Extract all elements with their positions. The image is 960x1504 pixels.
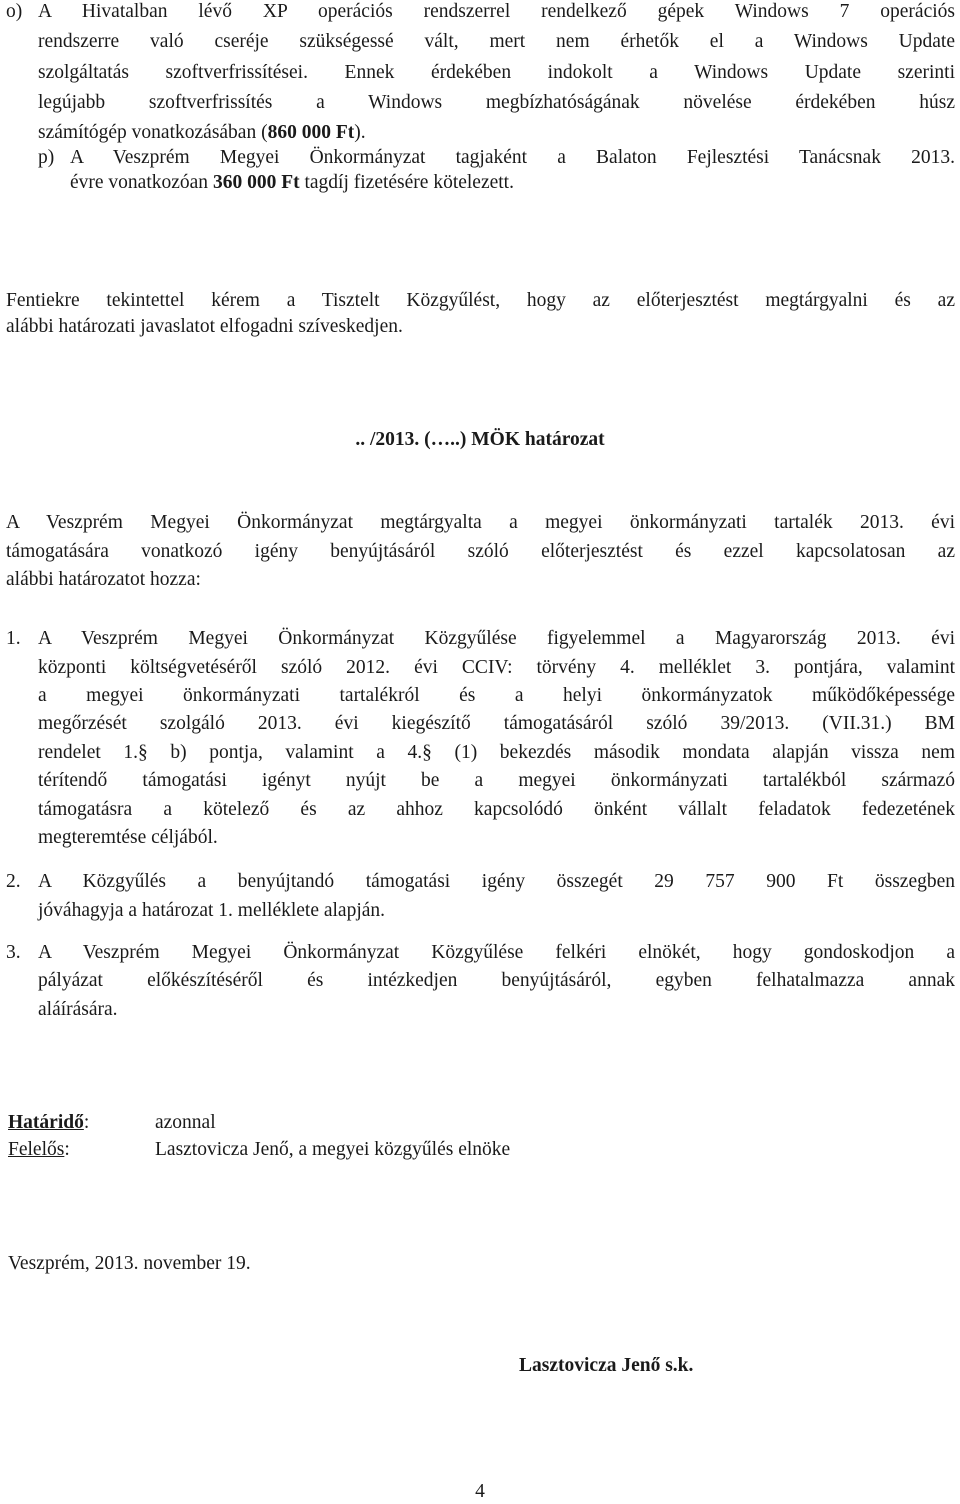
resolution-intro-line: alábbi határozatot hozza: xyxy=(6,569,201,590)
point-line: A Közgyűlés a benyújtandó támogatási igény összegét 29 757 900 Ft összegben xyxy=(38,871,955,892)
point-line: A Veszprém Megyei Önkormányzat Közgyűlése felkéri elnökét, hogy gondoskodjon a xyxy=(38,942,955,963)
deadline-label: Határidő: xyxy=(8,1112,90,1133)
point-number: 3. xyxy=(6,942,21,963)
point-line: térítendő támogatási igényt nyújt be a megyei önkormányzati tartalékból származó xyxy=(38,770,955,791)
item-o-line: szolgáltatás szoftverfrissítései. Ennek érdekében indokolt a Windows Update szerinti xyxy=(38,62,955,83)
point-line: jóváhagyja a határozat 1. melléklete alapján. xyxy=(38,900,386,921)
item-o-line: legújabb szoftverfrissítés a Windows megbízhatóságának növelése érdekében húsz xyxy=(38,92,955,113)
amount-bold: 860 000 Ft xyxy=(267,122,355,143)
item-p-line: A Veszprém Megyei Önkormányzat tagjaként a Balaton Fejlesztési Tanácsnak 2013. xyxy=(70,147,955,168)
point-number: 2. xyxy=(6,871,21,892)
deadline-value: azonnal xyxy=(155,1112,216,1133)
page-number: 4 xyxy=(475,1481,485,1502)
point-line: pályázat előkészítéséről és intézkedjen benyújtásáról, egyben felhatalmazza annak xyxy=(38,970,955,991)
item-o-line: számítógép vonatkozásában (860 000 Ft). xyxy=(38,122,366,143)
item-o-line: rendszerre való cseréje szükségessé vált, mert nem érhetők el a Windows Update xyxy=(38,31,955,52)
item-label: o) xyxy=(6,1,23,22)
item-label: p) xyxy=(38,147,55,168)
resolution-intro-line: A Veszprém Megyei Önkormányzat megtárgyalta a megyei önkormányzati tartalék 2013. évi xyxy=(6,512,955,533)
amount-bold: 360 000 Ft xyxy=(212,172,300,193)
point-line: központi költségvetéséről szóló 2012. évi CCIV: törvény 4. melléklet 3. pontjára, valamint xyxy=(38,657,955,678)
signature: Lasztovicza Jenő s.k. xyxy=(519,1355,694,1376)
intro-line: alábbi határozati javaslatot elfogadni szíveskedjen. xyxy=(6,316,403,337)
point-line: a megyei önkormányzati tartalékról és a helyi önkormányzatok működőképessége xyxy=(38,685,955,706)
item-p-line: évre vonatkozóan 360 000 Ft tagdíj fizetésére kötelezett. xyxy=(70,172,514,193)
point-line: támogatásra a kötelező és az ahhoz kapcsolódó önként vállalt feladatok fedezetének xyxy=(38,799,955,820)
point-line: megőrzését szolgáló 2013. évi kiegészítő támogatásáról szóló 39/2013. (VII.31.) BM xyxy=(38,713,955,734)
responsible-label: Felelős: xyxy=(8,1139,70,1160)
point-line: rendelet 1.§ b) pontja, valamint a 4.§ (1) bekezdés második mondata alapján vissza nem xyxy=(38,742,955,763)
resolution-title: .. /2013. (…..) MÖK határozat xyxy=(355,429,605,450)
item-o-line: A Hivatalban lévő XP operációs rendszerrel rendelkező gépek Windows 7 operációs xyxy=(38,1,955,22)
point-line: megteremtése céljából. xyxy=(38,827,218,848)
point-line: aláírására. xyxy=(38,999,118,1020)
intro-line: Fentiekre tekintettel kérem a Tisztelt Közgyűlést, hogy az előterjesztést megtárgyalni és az xyxy=(6,290,955,311)
point-number: 1. xyxy=(6,628,21,649)
place-date: Veszprém, 2013. november 19. xyxy=(8,1253,251,1274)
point-line: A Veszprém Megyei Önkormányzat Közgyűlése figyelemmel a Magyarország 2013. évi xyxy=(38,628,955,649)
responsible-value: Lasztovicza Jenő, a megyei közgyűlés elnöke xyxy=(155,1139,511,1160)
resolution-intro-line: támogatására vonatkozó igény benyújtásáról szóló előterjesztést és ezzel kapcsolatosan az xyxy=(6,541,955,562)
